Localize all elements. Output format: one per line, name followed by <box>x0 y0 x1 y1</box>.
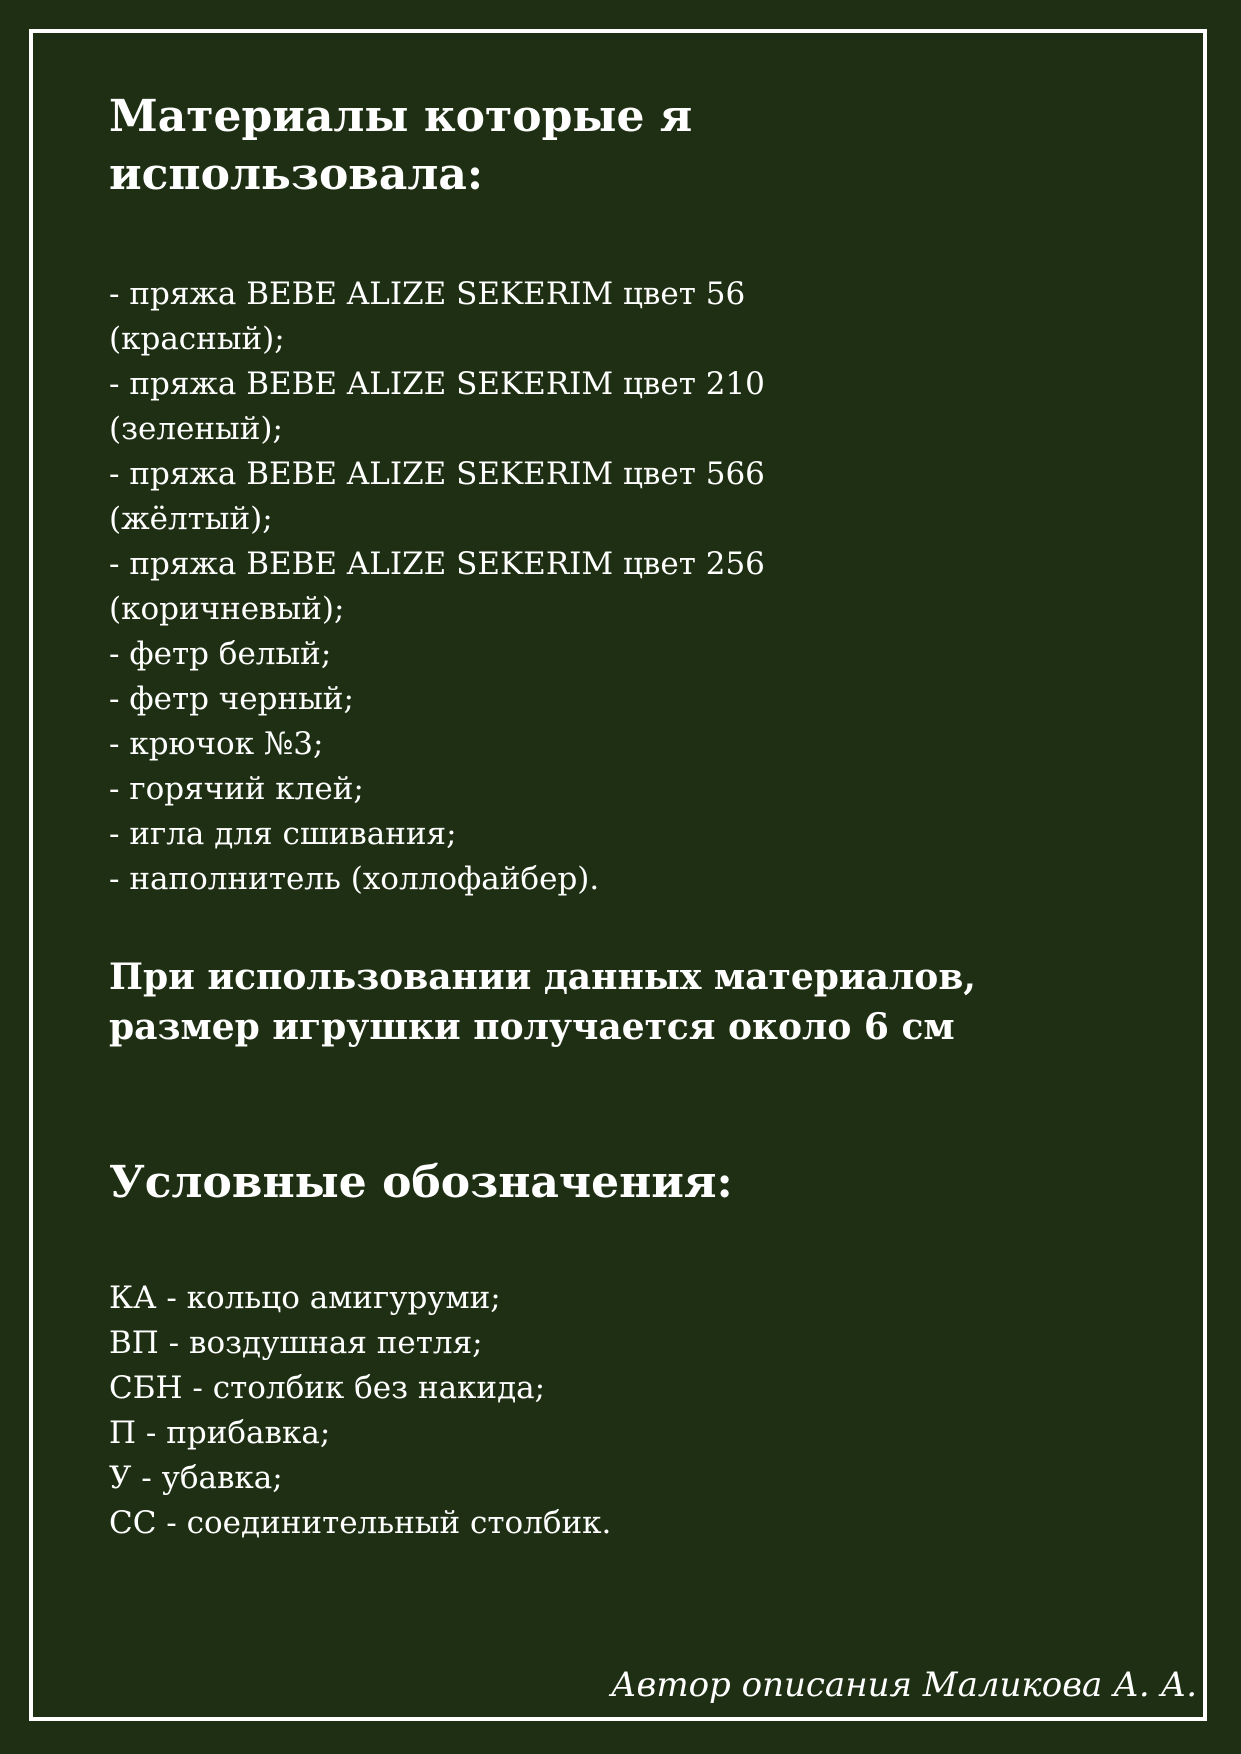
abbreviation-item: КА - кольцо амигуруми; <box>109 1280 501 1316</box>
abbreviation-item: ВП - воздушная петля; <box>109 1325 483 1361</box>
author-credit: Автор описания Маликова А. А. <box>610 1665 1197 1705</box>
materials-list-item: - горячий клей; <box>109 771 364 807</box>
legend-heading: Условные обозначения: <box>109 1157 733 1208</box>
abbreviation-item: У - убавка; <box>109 1460 283 1496</box>
materials-list-item: - пряжа BEBE ALIZE SEKERIM цвет 56 (красный); <box>109 276 746 357</box>
materials-list-item: - крючок №3; <box>109 726 324 762</box>
materials-list-item: - фетр черный; <box>109 681 354 717</box>
abbreviation-item: П - прибавка; <box>109 1415 331 1451</box>
materials-list-item: - пряжа BEBE ALIZE SEKERIM цвет 566 (жёлтый); <box>109 456 765 537</box>
abbreviation-item: СС - соединительный столбик. <box>109 1505 612 1541</box>
materials-list-item: - пряжа BEBE ALIZE SEKERIM цвет 256 (коричневый); <box>109 546 765 627</box>
abbreviations-list <box>109 1276 611 1546</box>
materials-heading: Материалы которые я использовала: <box>109 91 693 200</box>
materials-list-item: - пряжа BEBE ALIZE SEKERIM цвет 210 (зеленый); <box>109 366 765 447</box>
toy-size-note: При использовании данных материалов, размер игрушки получается около 6 см <box>109 956 976 1048</box>
materials-list-item: - фетр белый; <box>109 636 332 672</box>
page-content <box>109 88 1169 1541</box>
materials-list <box>109 272 869 902</box>
abbreviation-item: СБН - столбик без накида; <box>109 1370 546 1406</box>
materials-list-item: - игла для сшивания; <box>109 816 457 852</box>
materials-list-item: - наполнитель (холлофайбер). <box>109 861 600 897</box>
